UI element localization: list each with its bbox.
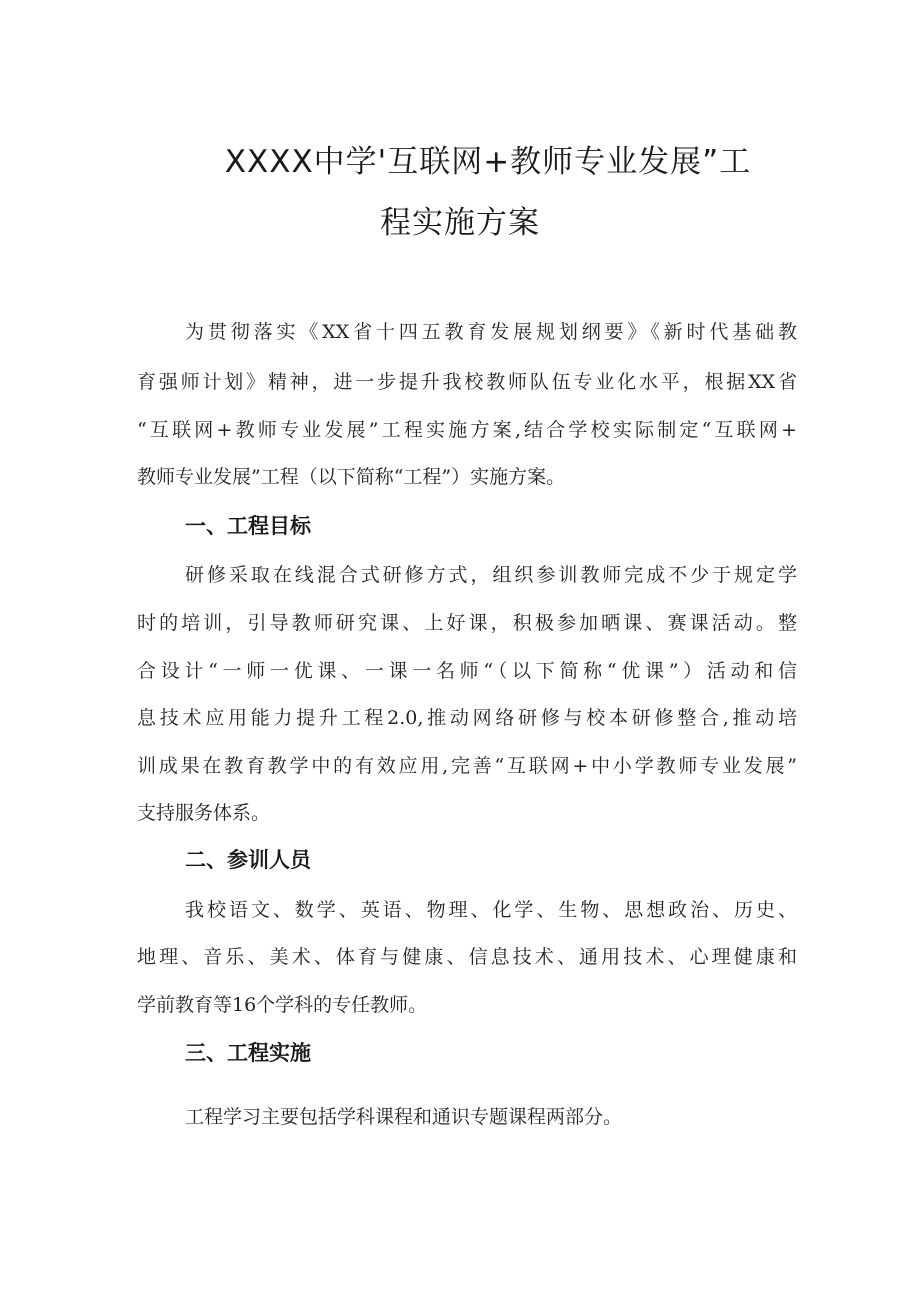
section-heading-implementation: 三、工程实施 bbox=[185, 1041, 311, 1065]
section1-line: 训成果在教育教学中的有效应用,完善“互联网+中小学教师专业发展” bbox=[137, 755, 797, 777]
section1-line: 息技术应用能力提升工程2.0,推动网络研修与校本研修整合,推动培 bbox=[137, 707, 797, 729]
section3-line: 工程学习主要包括学科课程和通识专题课程两部分。 bbox=[185, 1106, 623, 1128]
section1-line: 支持服务体系。 bbox=[137, 802, 271, 824]
section2-line: 学前教育等16个学科的专任教师。 bbox=[137, 994, 428, 1016]
document-title-line-2: 程实施方案 bbox=[380, 205, 540, 241]
section1-line: 时的培训，引导教师研究课、上好课，积极参加晒课、赛课活动。整 bbox=[137, 612, 797, 634]
section2-line: 我校语文、数学、英语、物理、化学、生物、思想政治、历史、 bbox=[185, 899, 797, 921]
section2-line: 地理、音乐、美术、体育与健康、信息技术、通用技术、心理健康和 bbox=[137, 946, 797, 968]
intro-line: 教师专业发展”工程（以下简称“工程”）实施方案。 bbox=[137, 466, 566, 488]
section1-line: 合设计“一师一优课、一课一名师“（以下简称“优课”）活动和信 bbox=[137, 660, 797, 682]
document-title-line-1: XXXX中学'互联网+教师专业发展”工 bbox=[224, 144, 752, 180]
section-heading-goals: 一、工程目标 bbox=[185, 514, 311, 538]
intro-line: 育强师计划》精神，进一步提升我校教师队伍专业化水平，根据XX省 bbox=[137, 371, 797, 393]
intro-line: “互联网+教师专业发展”工程实施方案,结合学校实际制定“互联网+ bbox=[137, 419, 797, 441]
section1-line: 研修采取在线混合式研修方式，组织参训教师完成不少于规定学 bbox=[185, 564, 797, 586]
section-heading-participants: 二、参训人员 bbox=[185, 848, 311, 872]
intro-line: 为贯彻落实《XX省十四五教育发展规划纲要》《新时代基础教 bbox=[185, 321, 797, 343]
